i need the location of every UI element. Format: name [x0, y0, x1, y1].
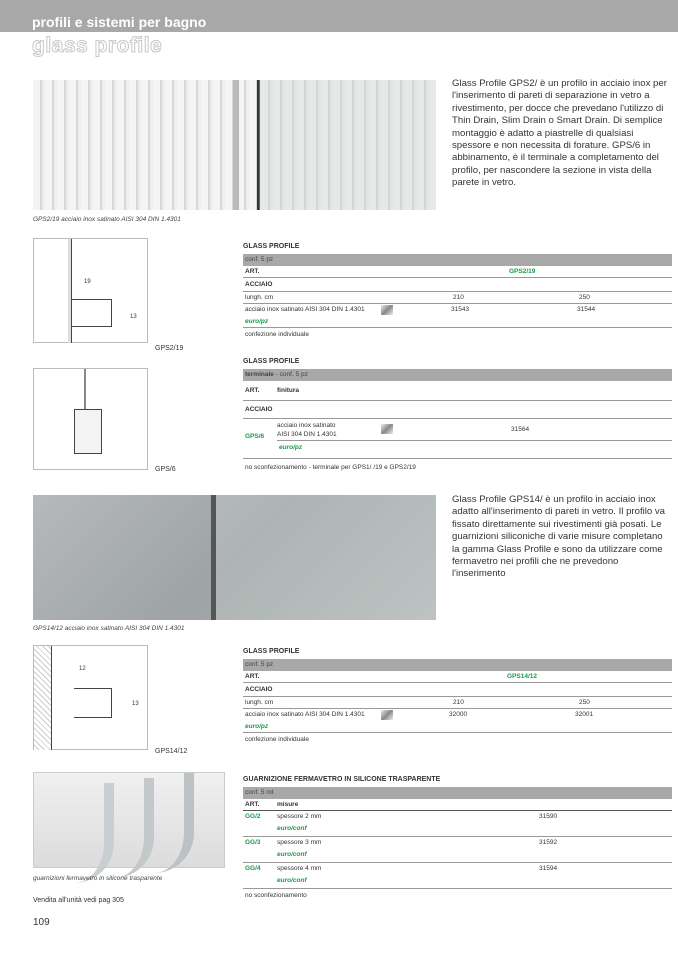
- terminal-cap: [74, 409, 102, 454]
- pack-type: terminale: [245, 371, 274, 378]
- caption-gaskets: guarnizioni fermavetro in silicone trasparente: [33, 875, 163, 882]
- dimension-height: 13: [130, 314, 137, 320]
- table-gaskets: [243, 773, 672, 903]
- dimension-width: 19: [84, 279, 91, 285]
- art-code: GG/4: [245, 865, 261, 872]
- article-number: 31543: [451, 306, 470, 313]
- steel-swatch-icon: [381, 305, 393, 315]
- product-label: GPS14/12: [155, 748, 188, 755]
- article-number: 32000: [449, 711, 468, 718]
- price-unit: euro/conf: [277, 851, 307, 858]
- length: 250: [579, 699, 590, 706]
- table-row: [243, 863, 672, 889]
- product-photo-gps2: [33, 80, 436, 210]
- table-gps14-12: [243, 645, 672, 747]
- pack-info: - conf. 5 pz: [273, 371, 308, 378]
- gasket-photo: [33, 772, 225, 868]
- art-header: ART.: [245, 673, 260, 680]
- length: 250: [579, 294, 590, 301]
- art-header: ART.: [245, 268, 260, 275]
- material: ACCIAIO: [245, 686, 273, 693]
- caption-gps2: GPS2/19 acciaio inox satinato AISI 304 DIN 1.4301: [33, 216, 181, 223]
- finish-header: finitura: [277, 387, 300, 394]
- profile-section: [72, 299, 112, 327]
- table-title: GUARNIZIONE FERMAVETRO IN SILICONE TRASPARENTE: [243, 776, 441, 783]
- sale-note: Vendita all'unità vedi pag 305: [33, 897, 124, 904]
- finish: acciaio inox satinato: [277, 422, 336, 429]
- description-gps2: Glass Profile GPS2/ è un profilo in acciaio inox per l'inserimento di pareti di separazione in vetro a rivestimento, per docce che prevedano l'utilizzo di Thin Drain, Slim Drain o Smart Drain. Di semplice montaggio è adatto a piastrelle di qualsiasi spessore e non necessita di forature. GPS/6 in abbinamento, è il terminale a completamento del profilo, per nascondere la sezione in vista della parete in vetro.: [452, 78, 667, 189]
- article-number: 31592: [539, 839, 558, 846]
- diagram-gps6: [33, 368, 148, 470]
- table-gps6: [243, 355, 672, 477]
- wall-section: [34, 646, 52, 750]
- wall-section: [68, 239, 72, 343]
- product-label: GPS2/19: [155, 345, 184, 352]
- table-gps2-19: [243, 240, 672, 342]
- note: confezione individuale: [245, 331, 309, 338]
- material: ACCIAIO: [245, 281, 273, 288]
- length-label: lungh. cm: [245, 294, 274, 301]
- size: spessore 3 mm: [277, 839, 322, 846]
- price-unit: euro/pz: [243, 316, 672, 328]
- material-row: [243, 278, 672, 292]
- page-title: glass profile: [32, 34, 163, 57]
- diagram-gps2-19: [33, 238, 148, 343]
- length-label: lungh. cm: [245, 699, 274, 706]
- glass-panel: [216, 495, 436, 620]
- profile-section: [74, 688, 112, 718]
- note: confezione individuale: [245, 736, 309, 743]
- article-number: 31590: [539, 813, 558, 820]
- art-code: GG/2: [245, 813, 261, 820]
- table-title: GLASS PROFILE: [243, 648, 300, 655]
- finish: AISI 304 DIN 1.4301: [277, 431, 337, 438]
- page-number: 109: [33, 917, 50, 928]
- article-number: 31564: [511, 426, 530, 433]
- art-code: GPS2/19: [509, 268, 536, 275]
- table-row: [243, 837, 672, 863]
- glass-line: [84, 369, 86, 409]
- dimension-height: 13: [132, 701, 139, 707]
- table-title: GLASS PROFILE: [243, 243, 300, 250]
- finish: acciaio inox satinato AISI 304 DIN 1.4301: [245, 306, 365, 313]
- product-photo-gps14: [33, 495, 436, 620]
- material: ACCIAIO: [245, 406, 273, 413]
- table-row: [243, 811, 672, 837]
- gasket-strip: [74, 783, 114, 883]
- art-header: ART.: [245, 801, 260, 808]
- table-title: GLASS PROFILE: [243, 358, 300, 365]
- finish: acciaio inox satinato AISI 304 DIN 1.4301: [245, 711, 365, 718]
- pack-info: conf. 5 mt: [243, 787, 672, 799]
- note: no sconfezionamento - terminale per GPS1/ /19 e GPS2/19: [245, 464, 416, 471]
- size: spessore 4 mm: [277, 865, 322, 872]
- section-title: profili e sistemi per bagno: [32, 14, 207, 30]
- size-header: misure: [277, 801, 299, 808]
- price-unit: euro/pz: [279, 444, 303, 451]
- steel-swatch-icon: [381, 710, 393, 720]
- note: no sconfezionamento: [245, 892, 307, 899]
- article-number: 31544: [577, 306, 596, 313]
- profile-strip: [233, 80, 239, 210]
- art-code: GPS/6: [245, 433, 265, 440]
- pack-info: conf. 5 pz: [243, 659, 672, 671]
- art-code: GG/3: [245, 839, 261, 846]
- steel-swatch-icon: [381, 424, 393, 434]
- gasket-strip: [114, 778, 154, 878]
- glass-panel: [259, 80, 436, 210]
- caption-gps14: GPS14/12 acciaio inox satinato AISI 304 DIN 1.4301: [33, 625, 185, 632]
- pack-info: conf. 5 pz: [243, 254, 672, 266]
- size: spessore 2 mm: [277, 813, 322, 820]
- length: 210: [453, 699, 464, 706]
- diagram-gps14-12: [33, 645, 148, 750]
- price-unit: euro/conf: [277, 877, 307, 884]
- price-unit: euro/pz: [243, 721, 672, 733]
- description-gps14: Glass Profile GPS14/ è un profilo in acciaio inox adatto all'inserimento di pareti in vetro. Il profilo va fissato direttamente sui rivestimenti già posati. Le guarnizioni siliconiche di varie misure completano la gamma Glass Profile e sono da utilizzare come fermavetro nei profili che ne prevedono l'inserimento: [452, 494, 666, 580]
- gasket-strip: [154, 773, 194, 873]
- product-label: GPS/6: [155, 466, 176, 473]
- section-header: [0, 0, 678, 32]
- article-number: 31594: [539, 865, 558, 872]
- article-number: 32001: [575, 711, 594, 718]
- dimension-width: 12: [79, 666, 86, 672]
- length: 210: [453, 294, 464, 301]
- art-header: ART.: [245, 387, 260, 394]
- price-unit: euro/conf: [277, 825, 307, 832]
- art-code: GPS14/12: [507, 673, 537, 680]
